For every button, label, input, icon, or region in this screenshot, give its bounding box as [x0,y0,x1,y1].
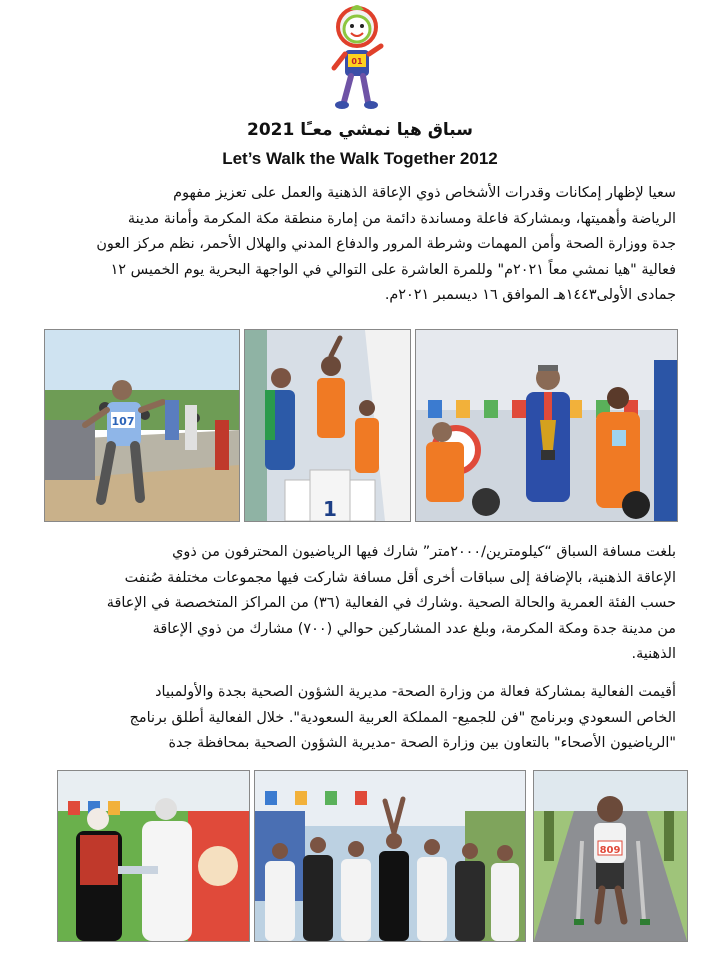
podium-number: 1 [323,497,337,521]
paragraph-line: فعالية "هيا نمشي معاً ٢٠٢١م" وللمرة العاشرة على التوالي في الواجهة البحرية يوم الخميس ١٢ [110,261,676,278]
paragraph-partners [44,680,676,757]
paragraph-line: جمادى الأولى١٤٤٣هـ الموافق ١٦ ديسمبر ٢٠٢١م. [384,287,676,303]
photo-trophy [415,329,678,522]
arabic-title: سباق هيا نمشي معـًا 2021 [247,120,473,140]
paragraph-line: الذهنية. [631,646,676,662]
english-title: Let’s Walk the Walk Together 2012 [222,149,498,168]
paragraph-race-details [44,540,676,668]
paragraph-line: أقيمت الفعالية بمشاركة فعالة من وزارة الصحة- مديرية الشؤون الصحية بجدة والأولمبياد [155,684,676,700]
photo-group [254,770,526,942]
mascot-bib-number: 01 [351,57,363,66]
paragraph-line: الرياضة وأهميتها، وبمشاركة فاعلة ومساندة دائمة من إمارة منطقة مكة المكرمة وأمانة مدينة [127,210,676,227]
paragraph-line: جدة ووزارة الصحة وأمن المهمات وشرطة المرور والدفاع المدني والهلال الأحمر، نظم مركز العون [96,236,676,252]
paragraph-line: بلغت مسافة السباق “كيلومترين/٢٠٠٠متر” شارك فيها الرياضيون المحترفون من ذوي [172,544,676,560]
paragraph-line: حسب الفئة العمرية والحالة الصحية .وشارك في الفعالية (٣٦) من المراكز المتخصصة في الإعاقة [106,595,676,611]
photo-runner [44,329,240,522]
paragraph-line: "الرياضيون الأصحاء" بالتعاون بين وزارة الصحة -مديرية الشؤون الصحية بمحافظة جدة [168,735,676,751]
walker-bib-number: 809 [599,845,621,856]
runner-bib-number: 107 [111,415,135,428]
paragraph-line: من مدينة جدة ومكة المكرمة، وبلغ عدد المشاركين حوالي (٧٠٠) مشارك من ذوي الإعاقة [152,620,676,637]
photo-award-presentation [57,770,250,942]
photo-podium [244,329,411,522]
paragraph-line: الخاص السعودي وبرنامج "فن للجميع- المملكة العربية السعودية". خلال الفعالية أطلق برنامج [129,709,676,726]
paragraph-intro [44,181,676,309]
paragraph-line: الإعاقة الذهنية، بالإضافة إلى سباقات أخرى أقل مسافة شاركت فيها مجموعات مختلفة صُنفت [124,569,676,586]
mascot-logo [328,2,386,114]
paragraph-line: سعيا لإظهار إمكانات وقدرات الأشخاص ذوي الإعاقة الذهنية والعمل على تعزيز مفهوم [173,185,676,201]
photo-walker [533,770,688,942]
